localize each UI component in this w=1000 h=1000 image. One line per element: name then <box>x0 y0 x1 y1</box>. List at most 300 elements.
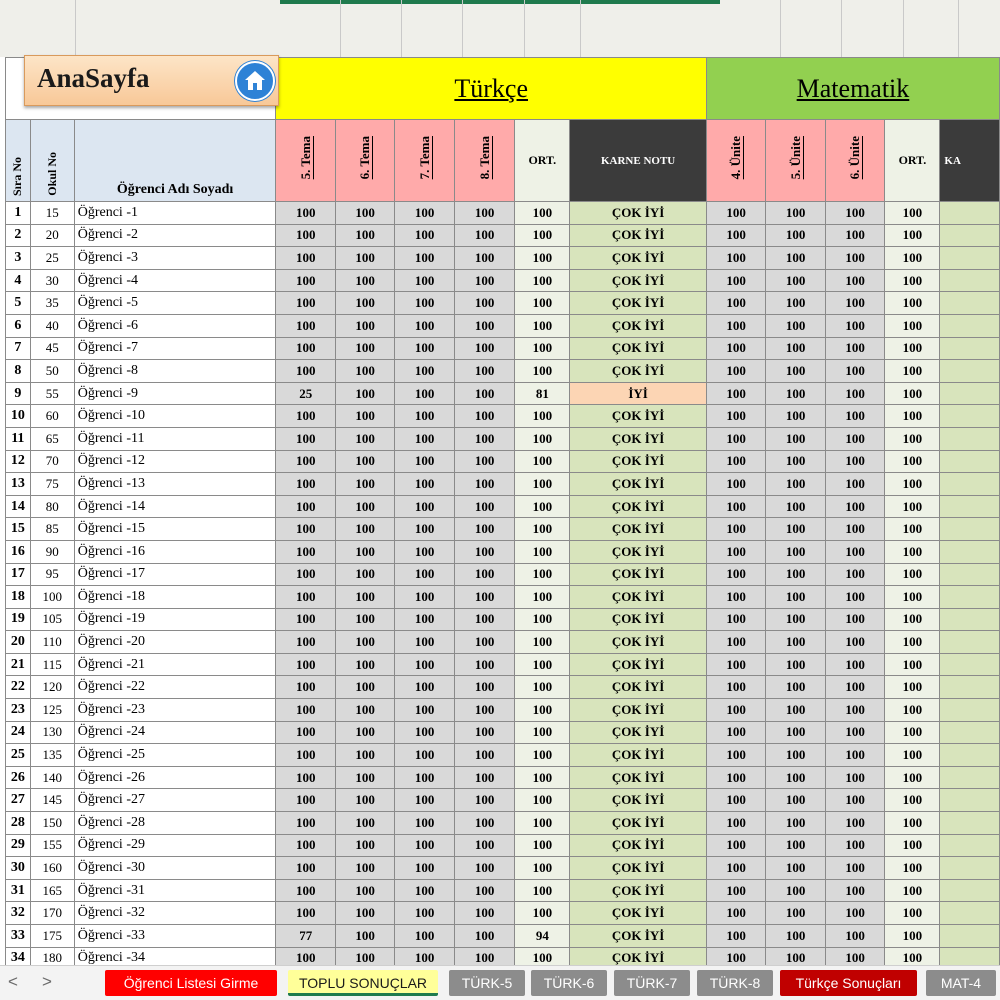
cell-tema-score[interactable]: 100 <box>335 879 394 902</box>
cell-mat-ort[interactable]: 100 <box>885 744 940 767</box>
cell-tema-score[interactable]: 100 <box>454 224 514 247</box>
cell-unite-score[interactable]: 100 <box>706 834 766 857</box>
cell-unite-score[interactable]: 100 <box>766 540 826 563</box>
cell-unite-score[interactable]: 100 <box>766 879 826 902</box>
cell-okul-no[interactable]: 160 <box>30 857 74 880</box>
cell-mat-ort[interactable]: 100 <box>885 902 940 925</box>
cell-okul-no[interactable]: 105 <box>30 608 74 631</box>
cell-mat-ort[interactable]: 100 <box>885 269 940 292</box>
cell-tema-score[interactable]: 100 <box>454 631 514 654</box>
cell-turkce-karne[interactable]: ÇOK İYİ <box>570 766 707 789</box>
cell-mat-karne[interactable] <box>940 269 1000 292</box>
cell-mat-karne[interactable] <box>940 608 1000 631</box>
cell-unite-score[interactable]: 100 <box>766 902 826 925</box>
cell-sira-no[interactable]: 4 <box>6 269 31 292</box>
cell-turkce-ort[interactable]: 100 <box>515 473 570 496</box>
cell-turkce-ort[interactable]: 100 <box>515 518 570 541</box>
cell-turkce-karne[interactable]: ÇOK İYİ <box>570 699 707 722</box>
cell-unite-score[interactable]: 100 <box>825 586 885 609</box>
cell-mat-ort[interactable]: 100 <box>885 495 940 518</box>
cell-ogrenci-adi[interactable]: Öğrenci -1 <box>74 202 276 225</box>
cell-turkce-karne[interactable]: ÇOK İYİ <box>570 314 707 337</box>
cell-tema-score[interactable]: 100 <box>335 382 394 405</box>
cell-turkce-karne[interactable]: ÇOK İYİ <box>570 653 707 676</box>
cell-unite-score[interactable]: 100 <box>766 473 826 496</box>
cell-unite-score[interactable]: 100 <box>706 902 766 925</box>
cell-tema-score[interactable]: 100 <box>454 314 514 337</box>
cell-okul-no[interactable]: 85 <box>30 518 74 541</box>
cell-turkce-ort[interactable]: 100 <box>515 653 570 676</box>
cell-turkce-karne[interactable]: ÇOK İYİ <box>570 925 707 948</box>
cell-turkce-ort[interactable]: 100 <box>515 405 570 428</box>
cell-tema-score[interactable]: 100 <box>335 766 394 789</box>
cell-turkce-ort[interactable]: 100 <box>515 721 570 744</box>
cell-tema-score[interactable]: 100 <box>276 518 335 541</box>
cell-okul-no[interactable]: 20 <box>30 224 74 247</box>
cell-turkce-ort[interactable]: 100 <box>515 857 570 880</box>
cell-ogrenci-adi[interactable]: Öğrenci -11 <box>74 427 276 450</box>
cell-mat-ort[interactable]: 100 <box>885 563 940 586</box>
cell-unite-score[interactable]: 100 <box>706 405 766 428</box>
cell-mat-karne[interactable] <box>940 495 1000 518</box>
cell-turkce-karne[interactable]: ÇOK İYİ <box>570 427 707 450</box>
cell-okul-no[interactable]: 150 <box>30 812 74 835</box>
cell-unite-score[interactable]: 100 <box>706 450 766 473</box>
cell-okul-no[interactable]: 80 <box>30 495 74 518</box>
cell-turkce-karne[interactable]: ÇOK İYİ <box>570 224 707 247</box>
cell-mat-ort[interactable]: 100 <box>885 405 940 428</box>
cell-mat-karne[interactable] <box>940 292 1000 315</box>
cell-tema-score[interactable]: 100 <box>395 653 454 676</box>
cell-tema-score[interactable]: 100 <box>395 540 454 563</box>
cell-turkce-karne[interactable]: İYİ <box>570 382 707 405</box>
cell-tema-score[interactable]: 100 <box>276 834 335 857</box>
cell-sira-no[interactable]: 21 <box>6 653 31 676</box>
cell-ogrenci-adi[interactable]: Öğrenci -32 <box>74 902 276 925</box>
cell-ogrenci-adi[interactable]: Öğrenci -14 <box>74 495 276 518</box>
cell-mat-ort[interactable]: 100 <box>885 879 940 902</box>
cell-mat-karne[interactable] <box>940 925 1000 948</box>
cell-unite-score[interactable]: 100 <box>766 269 826 292</box>
cell-ogrenci-adi[interactable]: Öğrenci -34 <box>74 947 276 970</box>
cell-unite-score[interactable]: 100 <box>766 766 826 789</box>
cell-turkce-ort[interactable]: 94 <box>515 925 570 948</box>
cell-tema-score[interactable]: 100 <box>395 495 454 518</box>
cell-unite-score[interactable]: 100 <box>825 947 885 970</box>
cell-turkce-karne[interactable]: ÇOK İYİ <box>570 405 707 428</box>
cell-tema-score[interactable]: 100 <box>395 427 454 450</box>
cell-turkce-karne[interactable]: ÇOK İYİ <box>570 947 707 970</box>
cell-turkce-ort[interactable]: 100 <box>515 902 570 925</box>
cell-tema-score[interactable]: 100 <box>454 202 514 225</box>
cell-ogrenci-adi[interactable]: Öğrenci -30 <box>74 857 276 880</box>
cell-turkce-karne[interactable]: ÇOK İYİ <box>570 857 707 880</box>
cell-mat-ort[interactable]: 100 <box>885 766 940 789</box>
header-turkce-ort[interactable]: ORT. <box>515 120 570 202</box>
cell-turkce-ort[interactable]: 100 <box>515 495 570 518</box>
cell-okul-no[interactable]: 40 <box>30 314 74 337</box>
cell-tema-score[interactable]: 100 <box>335 902 394 925</box>
sheet-tab[interactable]: Türkçe Sonuçları <box>780 970 917 996</box>
cell-tema-score[interactable]: 100 <box>454 405 514 428</box>
cell-unite-score[interactable]: 100 <box>825 269 885 292</box>
cell-unite-score[interactable]: 100 <box>825 224 885 247</box>
cell-tema-score[interactable]: 100 <box>454 834 514 857</box>
cell-mat-karne[interactable] <box>940 518 1000 541</box>
cell-sira-no[interactable]: 23 <box>6 699 31 722</box>
cell-tema-score[interactable]: 100 <box>276 586 335 609</box>
cell-mat-karne[interactable] <box>940 540 1000 563</box>
cell-unite-score[interactable]: 100 <box>825 382 885 405</box>
header-okul-no[interactable] <box>30 120 74 202</box>
cell-sira-no[interactable]: 26 <box>6 766 31 789</box>
cell-tema-score[interactable]: 100 <box>395 382 454 405</box>
cell-tema-score[interactable]: 100 <box>335 947 394 970</box>
cell-unite-score[interactable]: 100 <box>706 314 766 337</box>
cell-unite-score[interactable]: 100 <box>706 766 766 789</box>
cell-turkce-ort[interactable]: 100 <box>515 766 570 789</box>
cell-okul-no[interactable]: 135 <box>30 744 74 767</box>
cell-turkce-karne[interactable]: ÇOK İYİ <box>570 563 707 586</box>
cell-mat-karne[interactable] <box>940 857 1000 880</box>
cell-ogrenci-adi[interactable]: Öğrenci -15 <box>74 518 276 541</box>
header-unite-4[interactable] <box>706 120 766 202</box>
cell-turkce-karne[interactable]: ÇOK İYİ <box>570 518 707 541</box>
cell-turkce-karne[interactable]: ÇOK İYİ <box>570 631 707 654</box>
cell-ogrenci-adi[interactable]: Öğrenci -28 <box>74 812 276 835</box>
cell-unite-score[interactable]: 100 <box>825 857 885 880</box>
cell-mat-ort[interactable]: 100 <box>885 224 940 247</box>
cell-tema-score[interactable]: 100 <box>335 834 394 857</box>
cell-sira-no[interactable]: 3 <box>6 247 31 270</box>
cell-unite-score[interactable]: 100 <box>706 563 766 586</box>
cell-tema-score[interactable]: 100 <box>276 450 335 473</box>
cell-turkce-ort[interactable]: 100 <box>515 337 570 360</box>
header-mat-karne[interactable]: KA <box>940 120 1000 202</box>
cell-unite-score[interactable]: 100 <box>825 812 885 835</box>
cell-tema-score[interactable]: 100 <box>335 360 394 383</box>
cell-unite-score[interactable]: 100 <box>825 721 885 744</box>
cell-okul-no[interactable]: 15 <box>30 202 74 225</box>
cell-mat-karne[interactable] <box>940 202 1000 225</box>
cell-sira-no[interactable]: 9 <box>6 382 31 405</box>
cell-ogrenci-adi[interactable]: Öğrenci -21 <box>74 653 276 676</box>
cell-tema-score[interactable]: 100 <box>454 473 514 496</box>
cell-ogrenci-adi[interactable]: Öğrenci -12 <box>74 450 276 473</box>
cell-sira-no[interactable]: 28 <box>6 812 31 835</box>
cell-okul-no[interactable]: 130 <box>30 721 74 744</box>
cell-tema-score[interactable]: 100 <box>395 834 454 857</box>
cell-unite-score[interactable]: 100 <box>766 314 826 337</box>
cell-unite-score[interactable]: 100 <box>825 405 885 428</box>
cell-mat-karne[interactable] <box>940 812 1000 835</box>
cell-tema-score[interactable]: 100 <box>276 744 335 767</box>
cell-tema-score[interactable]: 100 <box>395 631 454 654</box>
cell-turkce-karne[interactable]: ÇOK İYİ <box>570 450 707 473</box>
cell-turkce-ort[interactable]: 100 <box>515 314 570 337</box>
cell-turkce-karne[interactable]: ÇOK İYİ <box>570 879 707 902</box>
cell-unite-score[interactable]: 100 <box>825 292 885 315</box>
cell-okul-no[interactable]: 50 <box>30 360 74 383</box>
cell-ogrenci-adi[interactable]: Öğrenci -25 <box>74 744 276 767</box>
cell-tema-score[interactable]: 100 <box>335 247 394 270</box>
cell-unite-score[interactable]: 100 <box>766 586 826 609</box>
cell-tema-score[interactable]: 100 <box>335 676 394 699</box>
cell-unite-score[interactable]: 100 <box>766 450 826 473</box>
cell-tema-score[interactable]: 100 <box>335 540 394 563</box>
cell-mat-karne[interactable] <box>940 247 1000 270</box>
cell-okul-no[interactable]: 95 <box>30 563 74 586</box>
cell-mat-karne[interactable] <box>940 473 1000 496</box>
cell-mat-ort[interactable]: 100 <box>885 427 940 450</box>
cell-tema-score[interactable]: 100 <box>276 495 335 518</box>
cell-okul-no[interactable]: 65 <box>30 427 74 450</box>
cell-turkce-ort[interactable]: 100 <box>515 947 570 970</box>
cell-tema-score[interactable]: 100 <box>395 789 454 812</box>
cell-tema-score[interactable]: 100 <box>395 247 454 270</box>
cell-unite-score[interactable]: 100 <box>825 518 885 541</box>
cell-sira-no[interactable]: 18 <box>6 586 31 609</box>
cell-mat-karne[interactable] <box>940 314 1000 337</box>
cell-mat-karne[interactable] <box>940 744 1000 767</box>
cell-unite-score[interactable]: 100 <box>706 427 766 450</box>
cell-unite-score[interactable]: 100 <box>825 834 885 857</box>
cell-unite-score[interactable]: 100 <box>706 382 766 405</box>
sheet-tab[interactable]: TÜRK-8 <box>697 970 773 996</box>
cell-turkce-ort[interactable]: 100 <box>515 699 570 722</box>
cell-ogrenci-adi[interactable]: Öğrenci -5 <box>74 292 276 315</box>
cell-tema-score[interactable]: 100 <box>454 766 514 789</box>
cell-tema-score[interactable]: 100 <box>395 405 454 428</box>
sheet-tab[interactable]: TÜRK-5 <box>449 970 525 996</box>
cell-mat-ort[interactable]: 100 <box>885 382 940 405</box>
sheet-tab[interactable]: Öğrenci Listesi Girme <box>105 970 277 996</box>
cell-tema-score[interactable]: 100 <box>276 902 335 925</box>
cell-unite-score[interactable]: 100 <box>825 202 885 225</box>
cell-unite-score[interactable]: 100 <box>825 495 885 518</box>
cell-tema-score[interactable]: 100 <box>276 947 335 970</box>
cell-tema-score[interactable]: 100 <box>454 427 514 450</box>
cell-turkce-ort[interactable]: 100 <box>515 834 570 857</box>
cell-turkce-karne[interactable]: ÇOK İYİ <box>570 812 707 835</box>
cell-mat-ort[interactable]: 100 <box>885 450 940 473</box>
cell-turkce-karne[interactable]: ÇOK İYİ <box>570 247 707 270</box>
cell-okul-no[interactable]: 165 <box>30 879 74 902</box>
cell-unite-score[interactable]: 100 <box>706 247 766 270</box>
cell-turkce-ort[interactable]: 100 <box>515 744 570 767</box>
cell-mat-karne[interactable] <box>940 766 1000 789</box>
cell-unite-score[interactable]: 100 <box>706 857 766 880</box>
cell-okul-no[interactable]: 25 <box>30 247 74 270</box>
subject-turkce-header[interactable] <box>276 58 706 120</box>
cell-turkce-karne[interactable]: ÇOK İYİ <box>570 586 707 609</box>
cell-unite-score[interactable]: 100 <box>825 699 885 722</box>
cell-tema-score[interactable]: 100 <box>335 653 394 676</box>
cell-mat-karne[interactable] <box>940 631 1000 654</box>
cell-sira-no[interactable]: 30 <box>6 857 31 880</box>
cell-sira-no[interactable]: 32 <box>6 902 31 925</box>
header-sira-no[interactable] <box>6 120 31 202</box>
cell-tema-score[interactable]: 100 <box>395 360 454 383</box>
cell-sira-no[interactable]: 25 <box>6 744 31 767</box>
cell-tema-score[interactable]: 100 <box>335 721 394 744</box>
prev-sheet-button[interactable]: < <box>8 972 18 991</box>
cell-tema-score[interactable]: 100 <box>454 857 514 880</box>
cell-unite-score[interactable]: 100 <box>766 337 826 360</box>
cell-tema-score[interactable]: 100 <box>454 247 514 270</box>
cell-okul-no[interactable]: 170 <box>30 902 74 925</box>
cell-tema-score[interactable]: 100 <box>395 292 454 315</box>
cell-sira-no[interactable]: 6 <box>6 314 31 337</box>
cell-tema-score[interactable]: 100 <box>454 721 514 744</box>
cell-turkce-karne[interactable]: ÇOK İYİ <box>570 676 707 699</box>
cell-tema-score[interactable]: 100 <box>395 269 454 292</box>
cell-sira-no[interactable]: 27 <box>6 789 31 812</box>
cell-okul-no[interactable]: 70 <box>30 450 74 473</box>
cell-tema-score[interactable]: 100 <box>454 450 514 473</box>
cell-unite-score[interactable]: 100 <box>825 925 885 948</box>
cell-tema-score[interactable]: 100 <box>395 879 454 902</box>
cell-tema-score[interactable]: 100 <box>454 518 514 541</box>
cell-unite-score[interactable]: 100 <box>766 202 826 225</box>
cell-mat-ort[interactable]: 100 <box>885 721 940 744</box>
cell-mat-ort[interactable]: 100 <box>885 247 940 270</box>
cell-mat-karne[interactable] <box>940 834 1000 857</box>
cell-okul-no[interactable]: 35 <box>30 292 74 315</box>
cell-mat-ort[interactable]: 100 <box>885 676 940 699</box>
cell-sira-no[interactable]: 34 <box>6 947 31 970</box>
cell-turkce-ort[interactable]: 100 <box>515 224 570 247</box>
header-tema-8[interactable] <box>454 120 514 202</box>
cell-mat-karne[interactable] <box>940 789 1000 812</box>
cell-unite-score[interactable]: 100 <box>766 247 826 270</box>
cell-unite-score[interactable]: 100 <box>766 744 826 767</box>
cell-tema-score[interactable]: 100 <box>454 337 514 360</box>
cell-mat-karne[interactable] <box>940 427 1000 450</box>
cell-tema-score[interactable]: 100 <box>454 902 514 925</box>
cell-tema-score[interactable]: 100 <box>395 518 454 541</box>
cell-tema-score[interactable]: 100 <box>276 812 335 835</box>
cell-sira-no[interactable]: 19 <box>6 608 31 631</box>
cell-tema-score[interactable]: 100 <box>276 224 335 247</box>
cell-turkce-ort[interactable]: 100 <box>515 563 570 586</box>
cell-okul-no[interactable]: 110 <box>30 631 74 654</box>
sheet-tab[interactable]: MAT-4 <box>926 970 996 996</box>
cell-unite-score[interactable]: 100 <box>706 699 766 722</box>
cell-turkce-karne[interactable]: ÇOK İYİ <box>570 292 707 315</box>
cell-unite-score[interactable]: 100 <box>825 540 885 563</box>
cell-tema-score[interactable]: 100 <box>335 337 394 360</box>
cell-unite-score[interactable]: 100 <box>706 608 766 631</box>
cell-tema-score[interactable]: 100 <box>335 269 394 292</box>
cell-ogrenci-adi[interactable]: Öğrenci -3 <box>74 247 276 270</box>
cell-tema-score[interactable]: 100 <box>454 925 514 948</box>
cell-tema-score[interactable]: 100 <box>335 789 394 812</box>
cell-tema-score[interactable]: 100 <box>395 744 454 767</box>
cell-tema-score[interactable]: 100 <box>276 247 335 270</box>
cell-sira-no[interactable]: 12 <box>6 450 31 473</box>
cell-tema-score[interactable]: 100 <box>454 676 514 699</box>
cell-unite-score[interactable]: 100 <box>825 473 885 496</box>
cell-unite-score[interactable]: 100 <box>706 631 766 654</box>
header-turkce-karne[interactable]: KARNE NOTU <box>570 120 707 202</box>
cell-turkce-karne[interactable]: ÇOK İYİ <box>570 360 707 383</box>
cell-turkce-ort[interactable]: 100 <box>515 540 570 563</box>
cell-turkce-ort[interactable]: 100 <box>515 812 570 835</box>
cell-unite-score[interactable]: 100 <box>766 925 826 948</box>
cell-turkce-ort[interactable]: 100 <box>515 360 570 383</box>
cell-mat-ort[interactable]: 100 <box>885 360 940 383</box>
cell-turkce-ort[interactable]: 100 <box>515 269 570 292</box>
cell-tema-score[interactable]: 100 <box>395 473 454 496</box>
header-tema-5[interactable] <box>276 120 335 202</box>
cell-unite-score[interactable]: 100 <box>766 608 826 631</box>
cell-tema-score[interactable]: 100 <box>276 721 335 744</box>
cell-turkce-ort[interactable]: 100 <box>515 292 570 315</box>
cell-ogrenci-adi[interactable]: Öğrenci -8 <box>74 360 276 383</box>
cell-unite-score[interactable]: 100 <box>706 337 766 360</box>
cell-tema-score[interactable]: 100 <box>276 427 335 450</box>
cell-tema-score[interactable]: 100 <box>335 563 394 586</box>
cell-turkce-ort[interactable]: 100 <box>515 879 570 902</box>
cell-sira-no[interactable]: 10 <box>6 405 31 428</box>
cell-unite-score[interactable]: 100 <box>825 902 885 925</box>
cell-unite-score[interactable]: 100 <box>825 879 885 902</box>
cell-tema-score[interactable]: 100 <box>276 563 335 586</box>
cell-mat-karne[interactable] <box>940 382 1000 405</box>
cell-turkce-ort[interactable]: 100 <box>515 586 570 609</box>
cell-mat-ort[interactable]: 100 <box>885 947 940 970</box>
cell-okul-no[interactable]: 45 <box>30 337 74 360</box>
cell-tema-score[interactable]: 100 <box>395 947 454 970</box>
cell-mat-ort[interactable]: 100 <box>885 812 940 835</box>
cell-unite-score[interactable]: 100 <box>825 631 885 654</box>
cell-okul-no[interactable]: 100 <box>30 586 74 609</box>
cell-unite-score[interactable]: 100 <box>766 382 826 405</box>
cell-mat-ort[interactable]: 100 <box>885 518 940 541</box>
cell-mat-karne[interactable] <box>940 653 1000 676</box>
cell-tema-score[interactable]: 100 <box>395 925 454 948</box>
cell-tema-score[interactable]: 100 <box>454 540 514 563</box>
cell-ogrenci-adi[interactable]: Öğrenci -24 <box>74 721 276 744</box>
cell-tema-score[interactable]: 100 <box>335 699 394 722</box>
cell-okul-no[interactable]: 180 <box>30 947 74 970</box>
cell-tema-score[interactable]: 100 <box>276 879 335 902</box>
cell-tema-score[interactable]: 100 <box>454 879 514 902</box>
cell-mat-ort[interactable]: 100 <box>885 337 940 360</box>
cell-ogrenci-adi[interactable]: Öğrenci -13 <box>74 473 276 496</box>
cell-unite-score[interactable]: 100 <box>766 360 826 383</box>
cell-sira-no[interactable]: 33 <box>6 925 31 948</box>
cell-unite-score[interactable]: 100 <box>706 224 766 247</box>
cell-sira-no[interactable]: 14 <box>6 495 31 518</box>
cell-unite-score[interactable]: 100 <box>706 202 766 225</box>
cell-sira-no[interactable]: 31 <box>6 879 31 902</box>
cell-unite-score[interactable]: 100 <box>825 744 885 767</box>
cell-tema-score[interactable]: 100 <box>395 224 454 247</box>
cell-mat-karne[interactable] <box>940 405 1000 428</box>
cell-tema-score[interactable]: 100 <box>276 473 335 496</box>
cell-tema-score[interactable]: 100 <box>276 202 335 225</box>
cell-mat-ort[interactable]: 100 <box>885 857 940 880</box>
cell-mat-ort[interactable]: 100 <box>885 608 940 631</box>
cell-ogrenci-adi[interactable]: Öğrenci -17 <box>74 563 276 586</box>
cell-unite-score[interactable]: 100 <box>825 766 885 789</box>
cell-sira-no[interactable]: 1 <box>6 202 31 225</box>
cell-ogrenci-adi[interactable]: Öğrenci -27 <box>74 789 276 812</box>
cell-okul-no[interactable]: 175 <box>30 925 74 948</box>
cell-sira-no[interactable]: 7 <box>6 337 31 360</box>
